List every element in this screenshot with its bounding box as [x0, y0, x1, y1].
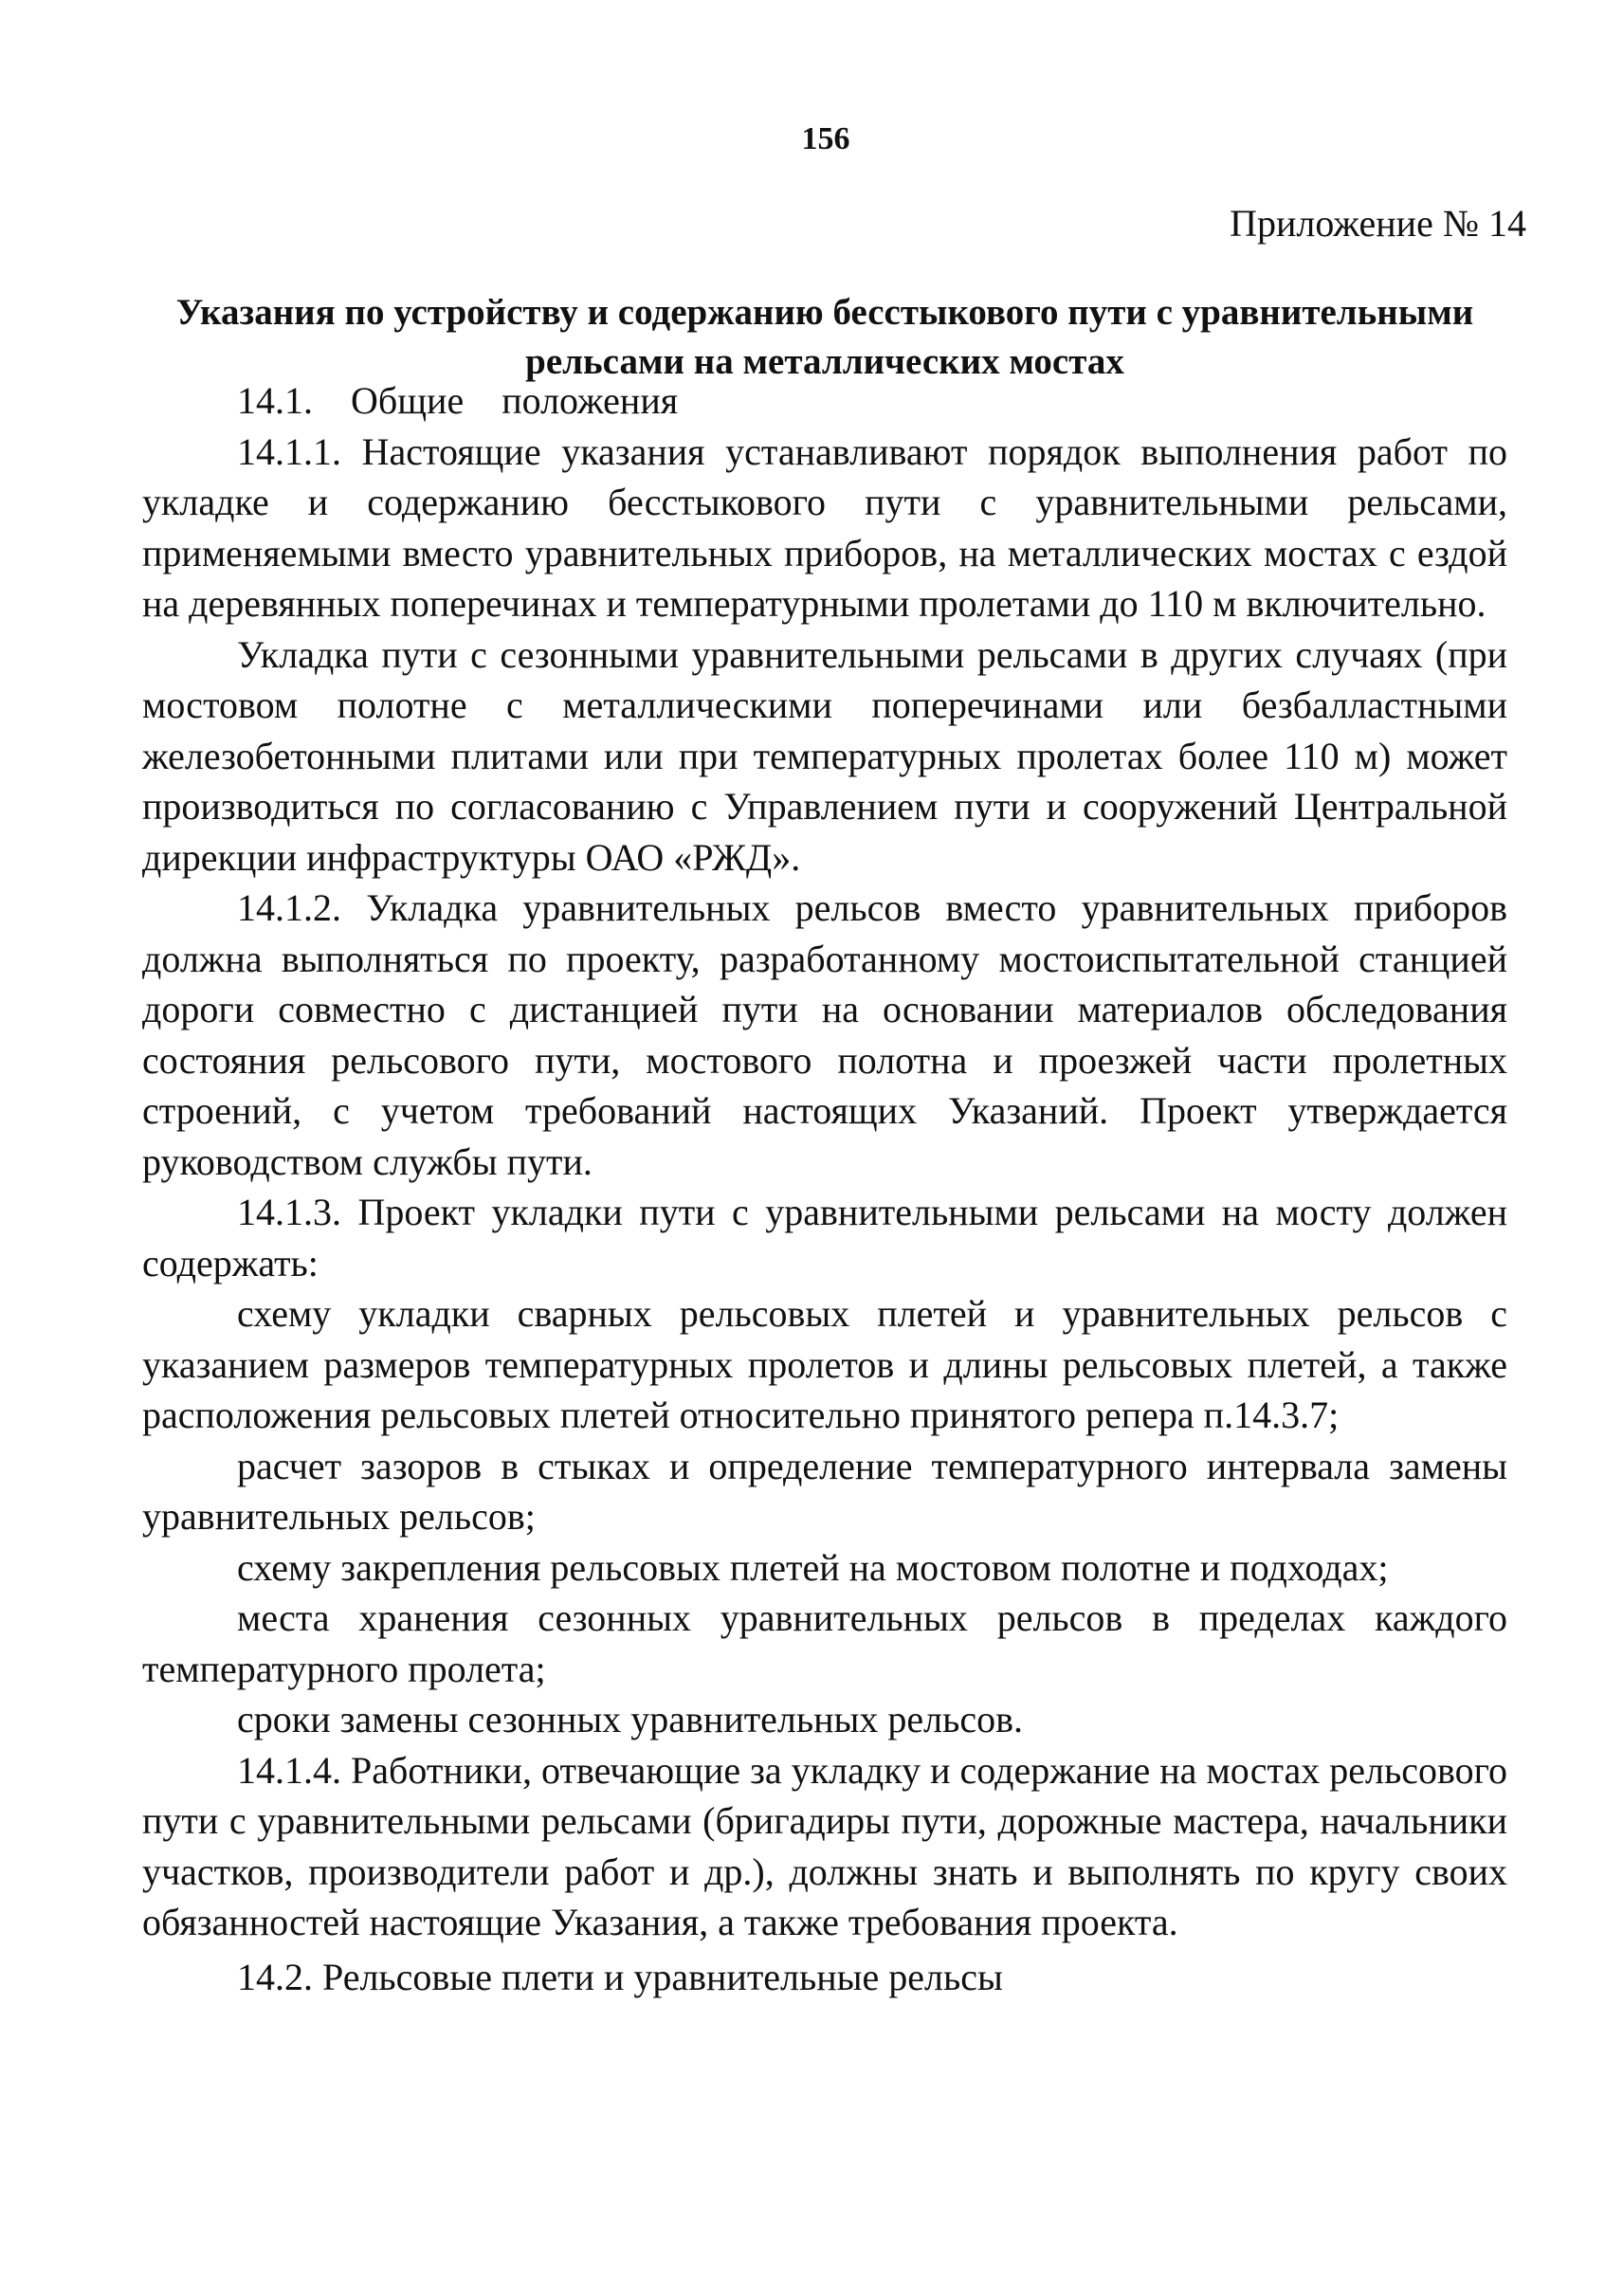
section-heading: 14.1. Общие положения — [237, 379, 679, 422]
list-item: расчет зазоров в стыках и определение температурного интервала замены уравнительных рельсов; — [142, 1444, 1507, 1538]
list-item: сроки замены сезонных уравнительных рельсов. — [237, 1698, 1024, 1740]
paragraph: 14.1.1. Настоящие указания устанавливают порядок выполнения работ по укладке и содержанию бесстыкового пути с уравнительными рельсами, применяемыми вместо уравнительных приборов, на металлических мостах с ездой на деревянных поперечинах и температурными пролетами до 110 м включительно. — [142, 429, 1507, 625]
paragraph: 14.1.3. Проект укладки пути с уравнительными рельсами на мосту должен содержать: — [142, 1191, 1507, 1285]
appendix-label: Приложение № 14 — [1230, 202, 1526, 245]
paragraph: 14.1.4. Работники, отвечающие за укладку и содержание на мостах рельсового пути с уравнительными рельсами (бригадиры пути, дорожные мастера, начальники участков, производители работ и др.), должны знать и выполнять по кругу своих обязанностей настоящие Указания, а также требования проекта. — [142, 1748, 1507, 1943]
document-page — [142, 0, 1526, 2296]
title-line: рельсами на металлических мостах — [525, 341, 1124, 382]
paragraph: Укладка пути с сезонными уравнительными рельсами в других случаях (при мостовом полотне с металлическими поперечинами или безбалластными железобетонными плитами или при температурных пролетах более 110 м) может производиться по согласованию с Управлением пути и сооружений Центральной дирекции инфраструктуры ОАО «РЖД». — [142, 632, 1507, 879]
page-number: 156 — [801, 121, 850, 156]
title-line: Указания по устройству и содержанию бесстыкового пути с уравнительными — [175, 292, 1474, 333]
list-item: схему укладки сварных рельсовых плетей и уравнительных рельсов с указанием размеров температурных пролетов и длины рельсовых плетей, а также расположения рельсовых плетей относительно принятого репера п.14.3.7; — [142, 1292, 1507, 1436]
document-body — [142, 375, 1507, 2002]
list-item: схему закрепления рельсовых плетей на мостовом полотне и подходах; — [237, 1545, 1389, 1589]
list-item: места хранения сезонных уравнительных рельсов в пределах каждого температурного пролета; — [142, 1596, 1507, 1690]
document-title — [142, 288, 1507, 387]
subsection-heading: 14.2. Рельсовые плети и уравнительные рельсы — [237, 1955, 1003, 1998]
paragraph: 14.1.2. Укладка уравнительных рельсов вместо уравнительных приборов должна выполняться по проекту, разработанному мостоиспытательной станцией дороги совместно с дистанцией пути на основании материалов обследования состояния рельсового пути, мостового полотна и проезжей части пролетных строений, с учетом требований настоящих Указаний. Проект утверждается руководством службы пути. — [142, 886, 1507, 1183]
